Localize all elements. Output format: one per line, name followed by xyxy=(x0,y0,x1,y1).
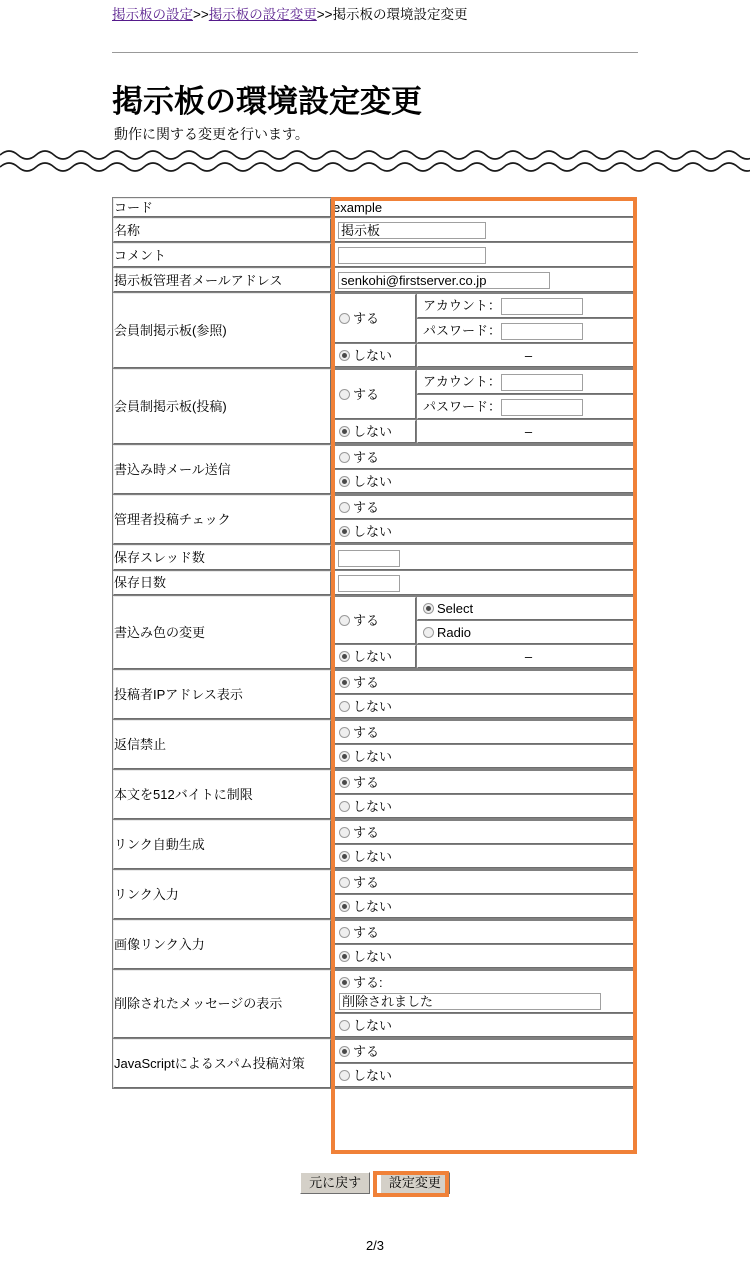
link-input-no-option[interactable] xyxy=(333,895,635,918)
image-link-input-no-radio[interactable] xyxy=(339,951,350,962)
label-name: 名称 xyxy=(113,218,331,242)
cell-comment xyxy=(332,243,636,267)
member-post-dash: – xyxy=(417,420,635,443)
deleted-message-input[interactable] xyxy=(339,993,601,1010)
no-reply-yes-label: する xyxy=(353,724,380,740)
table-row-deleted-message xyxy=(113,970,636,1038)
label-admin-mail: 掲示板管理者メールアドレス xyxy=(113,268,331,292)
color-change-options xyxy=(332,596,636,669)
deleted-message-yes-label: する: xyxy=(353,974,383,990)
color-change-no-radio[interactable] xyxy=(339,651,350,662)
color-change-yes-label: する xyxy=(353,612,380,628)
auto-link-yes-label: する xyxy=(353,824,380,840)
page-description: 動作に関する変更を行います。 xyxy=(114,126,309,142)
deleted-message-no-radio[interactable] xyxy=(339,1020,350,1031)
image-link-input-yes-radio[interactable] xyxy=(339,927,350,938)
label-saved-threads: 保存スレッド数 xyxy=(113,545,331,569)
breadcrumb-separator-1: >> xyxy=(193,7,209,22)
color-change-radio-label: Radio xyxy=(437,624,471,640)
limit-512-yes-label: する xyxy=(353,774,380,790)
no-reply-options xyxy=(332,720,636,769)
auto-link-yes-option[interactable] xyxy=(333,821,635,844)
label-image-link-input: 画像リンク入力 xyxy=(113,920,331,969)
member-view-dash: – xyxy=(417,344,635,367)
admin-check-yes-option[interactable] xyxy=(333,496,635,519)
label-saved-days: 保存日数 xyxy=(113,571,331,595)
member-post-yes-option[interactable] xyxy=(333,370,416,419)
color-change-select-row xyxy=(333,597,635,620)
mail-on-post-no-option[interactable] xyxy=(333,470,635,493)
table-row-no-reply xyxy=(113,720,636,769)
breadcrumb-link-board-settings-change[interactable]: 掲示板の設定変更 xyxy=(208,7,317,22)
admin-check-options xyxy=(332,495,636,544)
name-input[interactable] xyxy=(338,222,486,239)
header-divider xyxy=(112,52,638,53)
mail-on-post-no-radio[interactable] xyxy=(339,476,350,487)
member-post-yes-row xyxy=(333,370,635,394)
table-row-name xyxy=(113,218,636,242)
member-post-account-label: アカウント： xyxy=(423,374,501,390)
member-post-yes-radio[interactable] xyxy=(339,389,350,400)
reset-button[interactable]: 元に戻す xyxy=(300,1172,370,1194)
limit-512-no-label: しない xyxy=(353,798,393,814)
deleted-message-options xyxy=(332,970,636,1038)
link-input-yes-radio[interactable] xyxy=(339,877,350,888)
cell-limit-512 xyxy=(332,770,636,819)
color-change-no-row xyxy=(333,645,635,668)
member-view-account-cell xyxy=(417,294,635,318)
member-view-yes-row xyxy=(333,294,635,318)
limit-512-yes-option[interactable] xyxy=(333,771,635,794)
js-spam-options xyxy=(332,1039,636,1088)
table-row-member-view xyxy=(113,293,636,368)
member-post-no-label: しない xyxy=(353,424,393,440)
table-row-admin-check xyxy=(113,495,636,544)
label-auto-link: リンク自動生成 xyxy=(113,820,331,869)
deleted-message-no-option[interactable] xyxy=(333,1014,635,1037)
cell-js-spam xyxy=(332,1039,636,1088)
js-spam-yes-radio[interactable] xyxy=(339,1046,350,1057)
cell-color-change xyxy=(332,596,636,669)
page-indicator: 2/3 xyxy=(365,1238,385,1253)
member-view-yes-option[interactable] xyxy=(333,294,416,343)
color-change-yes-radio[interactable] xyxy=(339,615,350,626)
color-change-no-option[interactable] xyxy=(333,645,416,668)
no-reply-no-radio[interactable] xyxy=(339,751,350,762)
mail-on-post-yes-label: する xyxy=(353,450,380,466)
value-code: example xyxy=(332,198,636,217)
cell-member-view xyxy=(332,293,636,368)
member-view-account-input[interactable] xyxy=(501,298,583,315)
mail-on-post-options xyxy=(332,445,636,494)
show-ip-yes-option[interactable] xyxy=(333,671,635,694)
mail-on-post-yes-radio[interactable] xyxy=(339,452,350,463)
deleted-message-yes-radio[interactable] xyxy=(339,977,350,988)
color-change-select-option[interactable] xyxy=(417,597,635,620)
page-title: 掲示板の環境設定変更 xyxy=(112,83,422,119)
js-spam-yes-option[interactable] xyxy=(333,1040,635,1063)
member-post-options xyxy=(332,369,636,444)
limit-512-yes-radio[interactable] xyxy=(339,777,350,788)
cell-saved-days xyxy=(332,571,636,595)
table-row-code xyxy=(113,198,636,217)
cell-name xyxy=(332,218,636,242)
comment-input[interactable] xyxy=(338,247,486,264)
cell-image-link-input xyxy=(332,920,636,969)
js-spam-no-radio[interactable] xyxy=(339,1070,350,1081)
member-post-password-label: パスワード： xyxy=(423,399,502,415)
js-spam-yes-label: する xyxy=(353,1043,380,1059)
table-row-js-spam xyxy=(113,1039,636,1088)
no-reply-yes-option[interactable] xyxy=(333,721,635,744)
table-row-member-post xyxy=(113,369,636,444)
label-color-change: 書込み色の変更 xyxy=(113,596,331,669)
label-limit-512: 本文を512バイトに制限 xyxy=(113,770,331,819)
auto-link-no-option[interactable] xyxy=(333,845,635,868)
cell-admin-mail xyxy=(332,268,636,292)
image-link-input-no-option[interactable] xyxy=(333,945,635,968)
js-spam-no-option[interactable] xyxy=(333,1064,635,1087)
image-link-input-yes-option[interactable] xyxy=(333,921,635,944)
saved-threads-input[interactable] xyxy=(338,550,400,567)
no-reply-no-option[interactable] xyxy=(333,745,635,768)
cell-auto-link xyxy=(332,820,636,869)
auto-link-no-radio[interactable] xyxy=(339,851,350,862)
label-admin-check: 管理者投稿チェック xyxy=(113,495,331,544)
admin-check-no-label: しない xyxy=(353,524,393,540)
label-code: コード xyxy=(113,198,331,217)
link-input-yes-label: する xyxy=(353,874,380,890)
member-post-no-row xyxy=(333,420,635,443)
table-row-comment xyxy=(113,243,636,267)
deleted-message-yes-option[interactable] xyxy=(333,971,635,1013)
saved-days-input[interactable] xyxy=(338,575,400,592)
table-row-auto-link xyxy=(113,820,636,869)
admin-check-no-radio[interactable] xyxy=(339,526,350,537)
color-change-select-radio[interactable] xyxy=(423,603,434,614)
label-js-spam: JavaScriptによるスパム投稿対策 xyxy=(113,1039,331,1088)
image-link-input-options xyxy=(332,920,636,969)
member-view-no-option[interactable] xyxy=(333,344,416,367)
table-row-mail-on-post xyxy=(113,445,636,494)
cell-member-post xyxy=(332,369,636,444)
mail-on-post-yes-option[interactable] xyxy=(333,446,635,469)
link-input-no-radio[interactable] xyxy=(339,901,350,912)
mail-on-post-no-label: しない xyxy=(353,474,393,490)
member-view-password-cell xyxy=(417,319,635,343)
color-change-radio-option[interactable] xyxy=(417,621,635,644)
cell-saved-threads xyxy=(332,545,636,569)
table-row-image-link-input xyxy=(113,920,636,969)
member-post-account-input[interactable] xyxy=(501,374,583,391)
label-comment: コメント xyxy=(113,243,331,267)
breadcrumb-current: 掲示板の環境設定変更 xyxy=(332,7,468,22)
cell-mail-on-post xyxy=(332,445,636,494)
member-post-account-cell xyxy=(417,370,635,394)
admin-mail-input[interactable] xyxy=(338,272,550,289)
color-change-no-label: しない xyxy=(353,648,393,664)
button-row xyxy=(0,1172,750,1194)
member-post-password-input[interactable] xyxy=(501,399,583,416)
color-change-dash: – xyxy=(417,645,635,668)
admin-check-no-option[interactable] xyxy=(333,520,635,543)
label-mail-on-post: 書込み時メール送信 xyxy=(113,445,331,494)
cell-show-ip xyxy=(332,670,636,719)
limit-512-options xyxy=(332,770,636,819)
table-row-saved-threads xyxy=(113,545,636,569)
image-link-input-no-label: しない xyxy=(353,948,393,964)
breadcrumb-link-board-settings[interactable]: 掲示板の設定 xyxy=(112,7,193,22)
show-ip-options xyxy=(332,670,636,719)
no-reply-yes-radio[interactable] xyxy=(339,727,350,738)
member-post-password-cell xyxy=(417,395,635,419)
color-change-select-label: Select xyxy=(437,600,474,616)
member-view-yes-label: する xyxy=(353,311,380,327)
admin-check-yes-label: する xyxy=(353,500,380,516)
limit-512-no-option[interactable] xyxy=(333,795,635,818)
label-show-ip: 投稿者IPアドレス表示 xyxy=(113,670,331,719)
breadcrumb-separator-2: >> xyxy=(316,7,333,22)
show-ip-yes-radio[interactable] xyxy=(339,677,350,688)
member-view-no-radio[interactable] xyxy=(339,350,350,361)
show-ip-yes-label: する xyxy=(353,674,380,690)
table-row-color-change xyxy=(113,596,636,669)
link-input-options xyxy=(332,870,636,919)
show-ip-no-radio[interactable] xyxy=(339,701,350,712)
link-input-yes-option[interactable] xyxy=(333,871,635,894)
show-ip-no-option[interactable] xyxy=(333,695,635,718)
no-reply-no-label: しない xyxy=(353,748,393,764)
color-change-yes-option[interactable] xyxy=(333,597,416,644)
js-spam-no-label: しない xyxy=(353,1067,393,1083)
member-post-no-option[interactable] xyxy=(333,420,416,443)
submit-button[interactable]: 設定変更 xyxy=(380,1172,450,1194)
table-row-admin-mail xyxy=(113,268,636,292)
member-view-no-row xyxy=(333,344,635,367)
table-row-link-input xyxy=(113,870,636,919)
label-member-post: 会員制掲示板(投稿) xyxy=(113,369,331,444)
label-deleted-message: 削除されたメッセージの表示 xyxy=(113,970,331,1038)
cell-deleted-message xyxy=(332,970,636,1038)
member-view-password-label: パスワード： xyxy=(423,323,502,339)
auto-link-no-label: しない xyxy=(353,848,393,864)
member-view-yes-radio[interactable] xyxy=(339,313,350,324)
deleted-message-no-label: しない xyxy=(353,1017,393,1033)
table-row-limit-512 xyxy=(113,770,636,819)
cell-link-input xyxy=(332,870,636,919)
member-post-yes-label: する xyxy=(353,387,380,403)
cell-no-reply xyxy=(332,720,636,769)
table-row-show-ip xyxy=(113,670,636,719)
show-ip-no-label: しない xyxy=(353,698,393,714)
member-view-password-input[interactable] xyxy=(501,323,583,340)
wavy-divider xyxy=(0,146,750,174)
limit-512-no-radio[interactable] xyxy=(339,801,350,812)
member-view-options xyxy=(332,293,636,368)
image-link-input-yes-label: する xyxy=(353,924,380,940)
table-row-saved-days xyxy=(113,571,636,595)
member-post-no-radio[interactable] xyxy=(339,426,350,437)
color-change-radio-radio[interactable] xyxy=(423,627,434,638)
label-link-input: リンク入力 xyxy=(113,870,331,919)
settings-table xyxy=(112,197,637,1089)
label-member-view: 会員制掲示板(参照) xyxy=(113,293,331,368)
label-no-reply: 返信禁止 xyxy=(113,720,331,769)
member-view-no-label: しない xyxy=(353,348,393,364)
member-view-account-label: アカウント： xyxy=(423,298,501,314)
link-input-no-label: しない xyxy=(353,898,393,914)
breadcrumb xyxy=(112,6,468,24)
auto-link-yes-radio[interactable] xyxy=(339,827,350,838)
cell-admin-check xyxy=(332,495,636,544)
admin-check-yes-radio[interactable] xyxy=(339,502,350,513)
auto-link-options xyxy=(332,820,636,869)
